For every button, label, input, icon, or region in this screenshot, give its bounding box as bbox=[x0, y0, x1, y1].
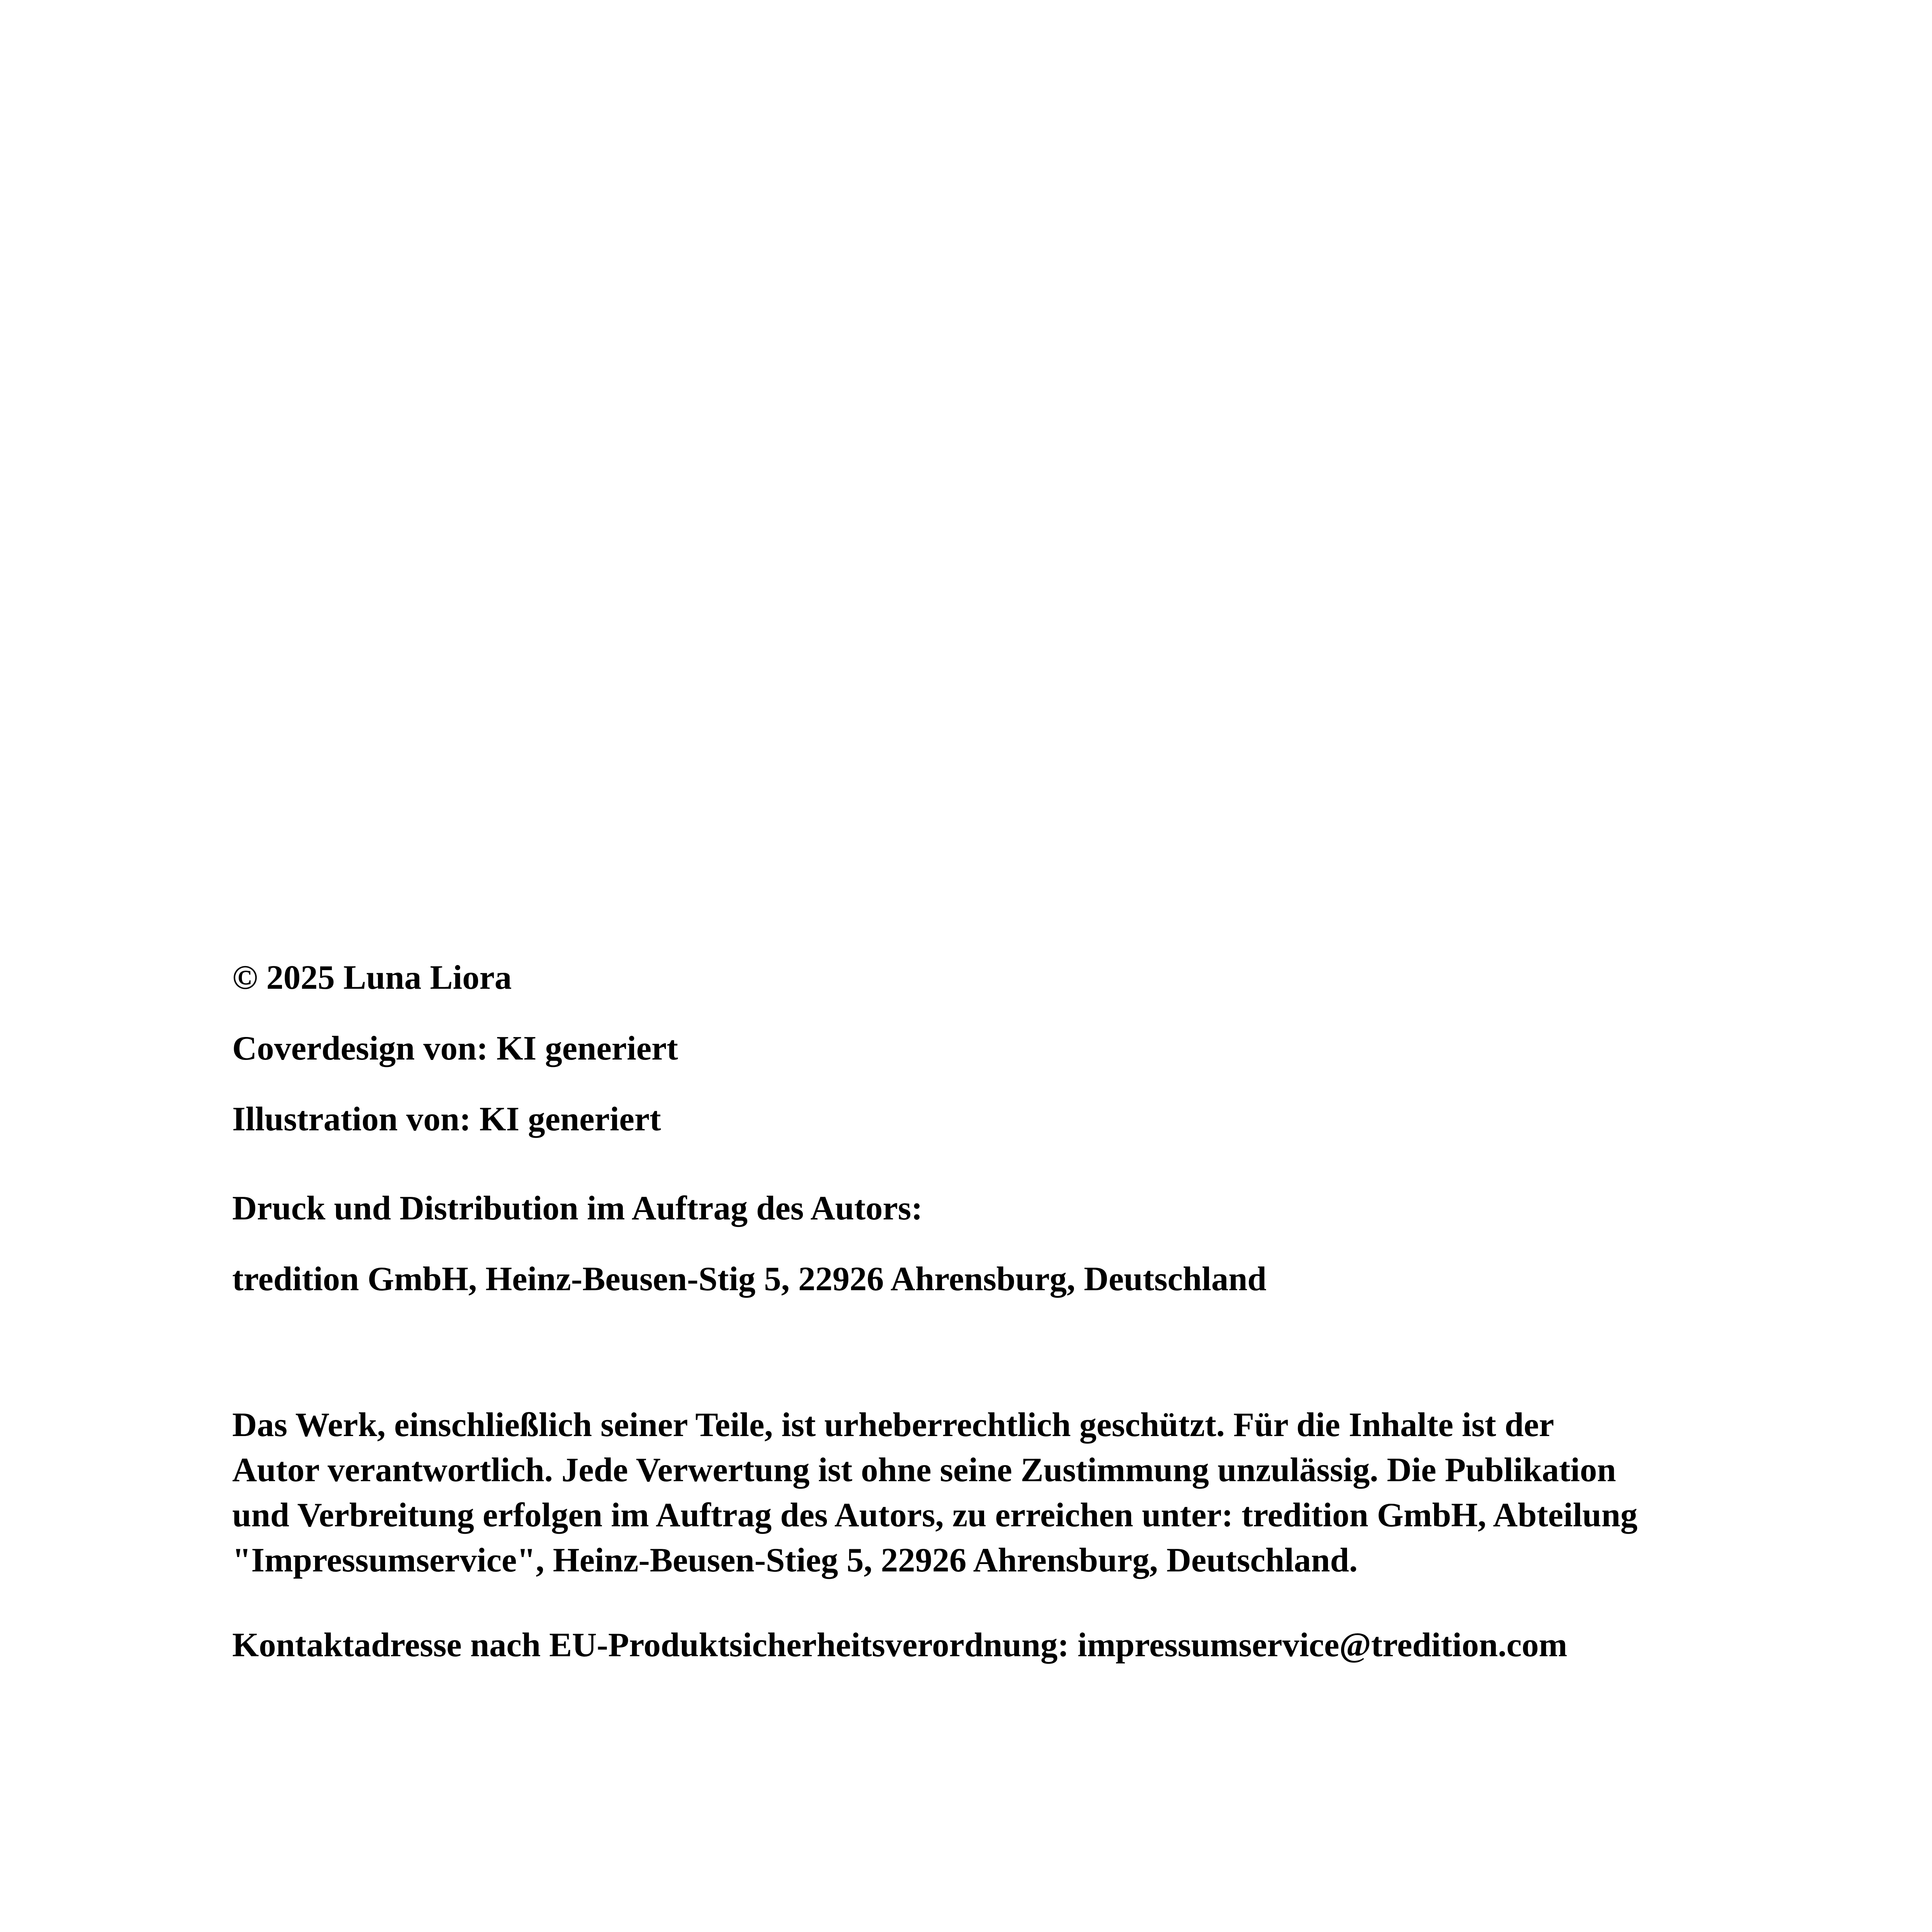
legal-notice-line: und Verbreitung erfolgen im Auftrag des Autors, zu erreichen unter: tredition GmbH, Abteilung bbox=[232, 1496, 1638, 1534]
legal-notice-line: "Impressumservice", Heinz-Beusen-Stieg 5, 22926 Ahrensburg, Deutschland. bbox=[232, 1541, 1358, 1579]
illustration-credit: Illustration von: KI generiert bbox=[232, 1100, 661, 1138]
contact-line: Kontaktadresse nach EU-Produktsicherheitsverordnung: impressumservice@tredition.com bbox=[232, 1626, 1568, 1664]
legal-notice-line: Das Werk, einschließlich seiner Teile, ist urheberrechtlich geschützt. Für die Inhalte ist der bbox=[232, 1406, 1554, 1444]
print-distribution-heading: Druck und Distribution im Auftrag des Autors: bbox=[232, 1189, 923, 1227]
cover-design-credit: Coverdesign von: KI generiert bbox=[232, 1030, 678, 1067]
publisher-address: tredition GmbH, Heinz-Beusen-Stig 5, 22926 Ahrensburg, Deutschland bbox=[232, 1260, 1266, 1298]
legal-notice-line: Autor verantwortlich. Jede Verwertung ist ohne seine Zustimmung unzulässig. Die Publikation bbox=[232, 1451, 1616, 1489]
legal-notice bbox=[232, 1403, 1722, 1583]
copyright-line: © 2025 Luna Liora bbox=[232, 959, 512, 997]
